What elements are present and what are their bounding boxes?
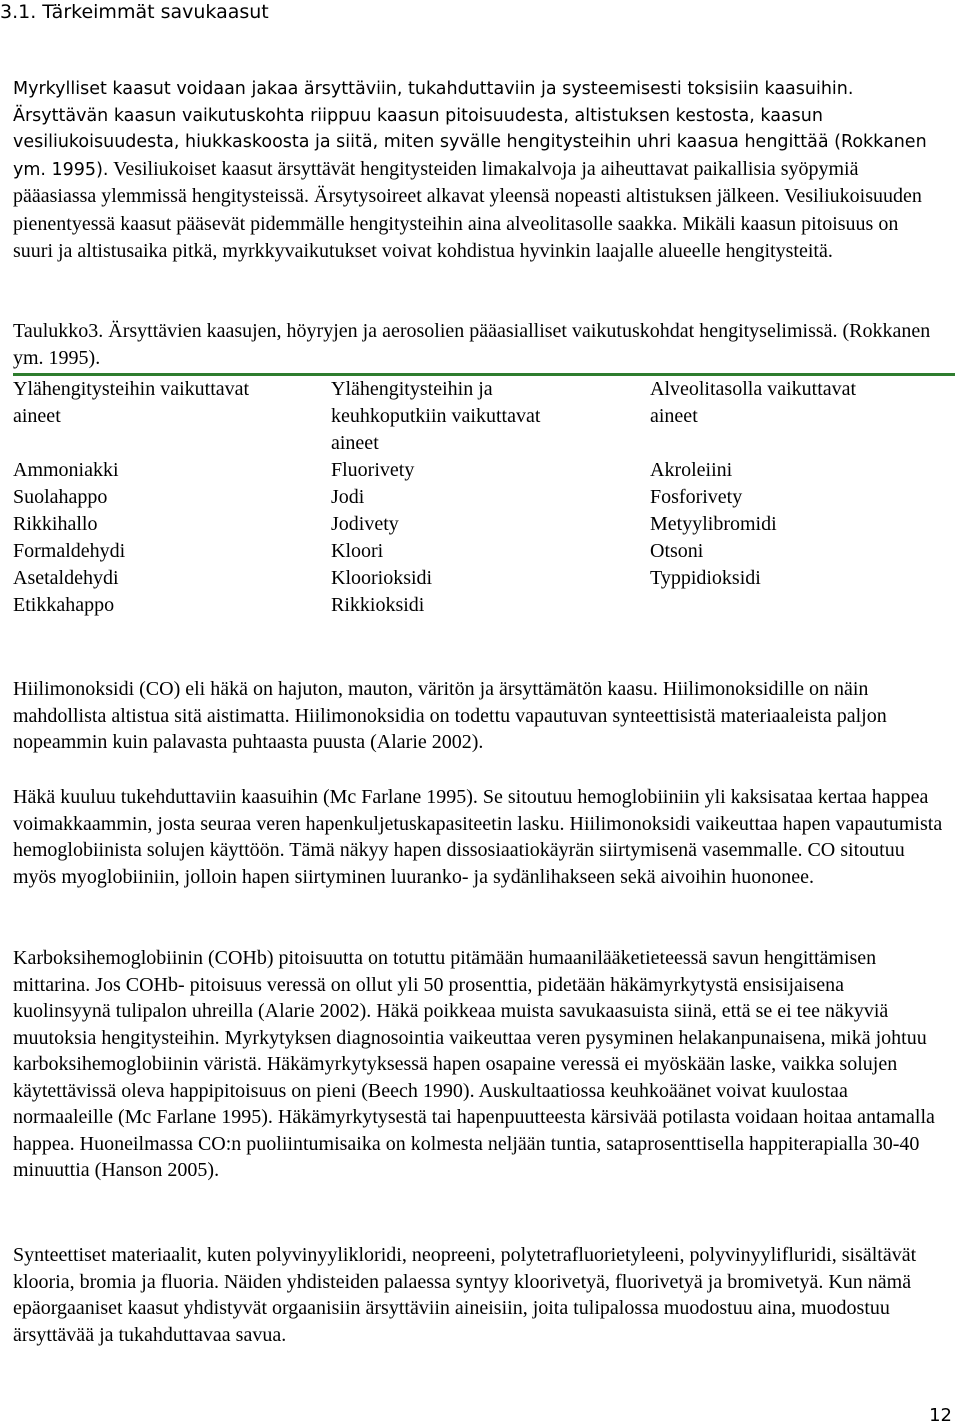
table-cell: Ammoniakki xyxy=(13,459,119,481)
table-column-upper-airways xyxy=(13,376,249,619)
column-header xyxy=(650,376,856,457)
intro-text-part2: Vesiliukoiset kaasut ärsyttävät hengitysteiden limakalvoja ja aiheuttavat paikallisia syöpymiä pääasiassa ylemmissä hengitysteissä. Ärsytysoireet alkavat yleensä nopeasti altistuksen jälkeen. Vesiliukoisuuden pienentyessä kaasut pääsevät pidemmälle hengitysteihin aina alveolitasolle saakka. Mikäli kaasun pitoisuus on suuri ja altistusaika pitkä, myrkkyvaikutukset voivat kohdistua hyvinkin laajalle alueelle hengitysteitä. xyxy=(13,157,922,262)
paragraph-carbon-monoxide: Hiilimonoksidi (CO) eli häkä on hajuton, mauton, väritön ja ärsyttämätön kaasu. Hiilimonoksidille on näin mahdollista altistua sitä aistimatta. Hiilimonoksidia on todettu vapautuvan synteettisistä materiaaleista paljon nopeammin kuin palavasta puhtaasta puusta (Alarie 2002). xyxy=(13,678,887,753)
intro-text-part1: Myrkylliset kaasut voidaan jakaa ärsyttäviin, tukahduttaviin ja systeemisesti toksisiin kaasuihin. Ärsyttävän kaasun vaikutuskohta riippuu kaasun pitoisuudesta, altistuksen kestosta, kaasun vesiliukoisuudesta, hiukkaskoosta ja siitä, miten syvälle hengitysteihin uhri kaasua hengittää (Rokkanen ym. 1995). xyxy=(13,79,927,180)
section-heading: 3.1. Tärkeimmät savukaasut xyxy=(0,1,269,23)
table-cell: Asetaldehydi xyxy=(13,567,119,589)
table-column-alveolar xyxy=(650,376,856,592)
table-cell: Suolahappo xyxy=(13,486,108,508)
table-cell: Kloorioksidi xyxy=(331,567,433,589)
table-cell: Rikkihallo xyxy=(13,513,98,535)
column-header-line: aineet xyxy=(331,432,379,454)
column-header-line: Alveolitasolla vaikuttavat xyxy=(650,378,857,400)
page-number: 12 xyxy=(929,1405,952,1426)
column-header xyxy=(331,376,540,457)
column-header-line: Ylähengitysteihin ja xyxy=(331,378,493,400)
paragraph-cohb: Karboksihemoglobiinin (COHb) pitoisuutta on totuttu pitämään humaanilääketieteessä savun hengittämisen mittarina. Jos COHb- pitoisuus veressä on ollut yli 50 prosenttia, pidetään häkämyrkytystä ensisijaisena kuolinsyynä tulipalon uhreilla (Alarie 2002). Häkä poikkeaa muista savukaasuista siinä, että se ei tee näkyviä muutoksia hengitysteihin. Myrkytyksen diagnosointia vaikeuttaa veren pysyminen helakanpunaisena, mikä johtuu karboksihemoglobiinin väristä. Häkämyrkytyksessä hapen osapaine veressä ei myöskään laske, vaikka solujen käytettävissä oleva happipitoisuus on pieni (Beech 1990). Auskultaatiossa keuhkoäänet voivat kuulostaa normaaleille (Mc Farlane 1995). Häkämyrkytysestä tai hapenpuutteesta kärsivää potilasta voidaan hoitaa antamalla happea. Huoneilmassa CO:n puoliintumisaika on kolmesta neljään tuntia, sataprosenttisella happiterapialla 30-40 minuuttia (Hanson 2005). xyxy=(13,947,935,1181)
table-cell: Typpidioksidi xyxy=(650,567,761,589)
table-cell: Otsoni xyxy=(650,540,704,562)
table-cell: Jodi xyxy=(331,486,365,508)
table-caption: Taulukko3. Ärsyttävien kaasujen, höyryjen ja aerosolien pääasialliset vaikutuskohdat hengityselimissä. (Rokkanen ym. 1995). xyxy=(13,320,931,369)
paragraph-synthetic-materials: Synteettiset materiaalit, kuten polyvinyylikloridi, neopreeni, polytetrafluorietyleeni, polyvinyylifluridi, sisältävät klooria, bromia ja fluoria. Näiden yhdisteiden palaessa syntyy kloorivetyä, fluorivetyä ja bromivetyä. Kun nämä epäorgaaniset kaasut yhdistyvät orgaanisiin ärsyttäviin aineisiin, joita tulipalossa muodostuu aina, muodostuu ärsyttävää ja tukahduttavaa savua. xyxy=(13,1244,917,1346)
table-column-upper-and-bronchi xyxy=(331,376,540,619)
table-cell: Metyylibromidi xyxy=(650,513,777,535)
column-header-line: keuhkoputkiin vaikuttavat xyxy=(331,405,541,427)
column-header-line: Ylähengitysteihin vaikuttavat xyxy=(13,378,250,400)
table-cell: Kloori xyxy=(331,540,384,562)
column-header-line: aineet xyxy=(13,405,61,427)
table-cell: Fosforivety xyxy=(650,486,743,508)
table-cell: Formaldehydi xyxy=(13,540,126,562)
paragraph-asphyxiant: Häkä kuuluu tukehduttaviin kaasuihin (Mc Farlane 1995). Se sitoutuu hemoglobiiniin yli kaksisataa kertaa happea voimakkaammin, josta seuraa veren hapenkuljetuskapasiteetin lasku. Hiilimonoksidi vaikeuttaa hapen vapautumista hemoglobiinista solujen käyttöön. Tämä näkyy hapen dissosiaatiokäyrän siirtymisenä vasemmalle. CO sitoutuu myös myoglobiiniin, jolloin hapen siirtyminen luuranko- ja sydänlihakseen sekä aivoihin huononee. xyxy=(13,786,943,888)
intro-paragraph xyxy=(13,76,943,266)
column-header-line: aineet xyxy=(650,405,698,427)
table-cell: Rikkioksidi xyxy=(331,594,425,616)
table-cell: Jodivety xyxy=(331,513,399,535)
table-cell: Etikkahappo xyxy=(13,594,115,616)
table-cell: Akroleiini xyxy=(650,459,733,481)
column-header xyxy=(13,376,249,457)
table-cell: Fluorivety xyxy=(331,459,415,481)
